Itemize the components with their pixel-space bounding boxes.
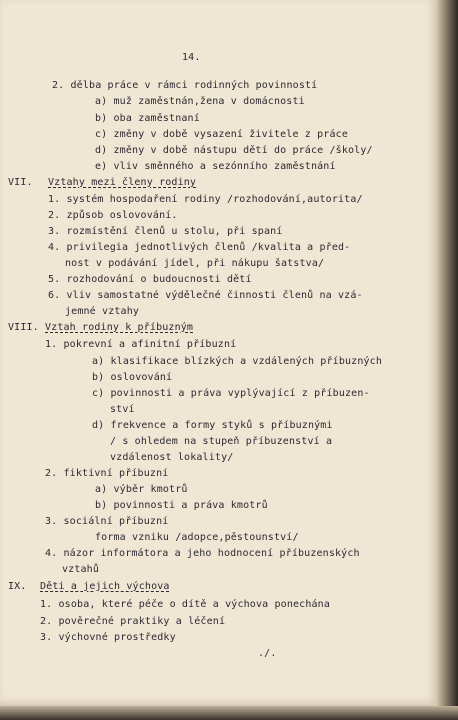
- text-line: 1. pokrevní a afinitní příbuzní: [45, 339, 237, 350]
- page-edge-right: [436, 0, 458, 720]
- text-line: c) povinnosti a práva vyplývající z příbuzen-: [92, 388, 370, 399]
- text-line: c) změny v době vysazení živitele z práce: [95, 129, 348, 140]
- page-edge-bottom: [0, 706, 458, 720]
- text-line: b) oslovování: [92, 372, 173, 383]
- text-line: b) oba zaměstnaní: [95, 113, 200, 124]
- text-line: nost v podávání jídel, při nákupu šatstva/: [65, 258, 325, 269]
- text-line: 4. privilegia jednotlivých členů /kvalita a před-: [48, 242, 351, 253]
- text-line: 6. vliv samostatné výdělečné činnosti členů na vzá-: [48, 290, 363, 301]
- text-line: a) muž zaměstnán,žena v domácnosti: [95, 96, 305, 107]
- text-line: 3. rozmístění členů u stolu, při spaní: [48, 226, 283, 237]
- text-line: IX.: [8, 581, 27, 592]
- text-line: jemné vztahy: [65, 306, 140, 317]
- text-line: VIII.: [8, 322, 39, 333]
- text-line: 2. dělba práce v rámci rodinných povinností: [52, 80, 318, 91]
- page-number: 14.: [182, 52, 201, 63]
- text-line: vztahů: [62, 564, 100, 575]
- text-line: 1. osoba, které péče o dítě a výchova ponechána: [40, 599, 331, 610]
- text-line: 5. rozhodování o budoucnosti dětí: [48, 274, 252, 285]
- text-line: d) frekvence a formy styků s příbuznými: [92, 420, 333, 431]
- text-line: ství: [110, 404, 135, 415]
- text-line: b) povinnosti a práva kmotrů: [95, 500, 268, 511]
- text-line: / s ohledem na stupeň příbuzenství a: [110, 436, 333, 447]
- text-line: e) vliv směnného a sezónního zaměstnání: [95, 161, 336, 172]
- section-heading: Vztah rodiny k příbuzným: [45, 322, 194, 333]
- text-line: 3. výchovné prostředky: [40, 632, 176, 643]
- text-line: VII.: [8, 177, 33, 188]
- text-line: 2. způsob oslovování.: [48, 210, 178, 221]
- text-line: forma vzniku /adopce,pěstounství/: [95, 532, 299, 543]
- text-line: 2. pověrečné praktiky a léčení: [40, 616, 226, 627]
- text-line: ./.: [258, 648, 277, 659]
- section-heading: Děti a jejich výchova: [40, 581, 170, 592]
- text-line: 1. systém hospodaření rodiny /rozhodování,autorita/: [48, 194, 363, 205]
- text-line: a) výběr kmotrů: [95, 484, 188, 495]
- text-line: a) klasifikace blízkých a vzdálených příbuzných: [92, 356, 383, 367]
- text-line: d) změny v době nástupu dětí do práce /školy/: [95, 145, 373, 156]
- text-line: vzdálenost lokality/: [110, 452, 234, 463]
- section-heading: Vztahy mezi členy rodiny: [48, 177, 197, 188]
- text-line: 3. sociální příbuzní: [45, 516, 169, 527]
- text-line: 2. fiktivní příbuzní: [45, 468, 169, 479]
- text-line: 4. názor informátora a jeho hodnocení příbuzenských: [45, 548, 360, 559]
